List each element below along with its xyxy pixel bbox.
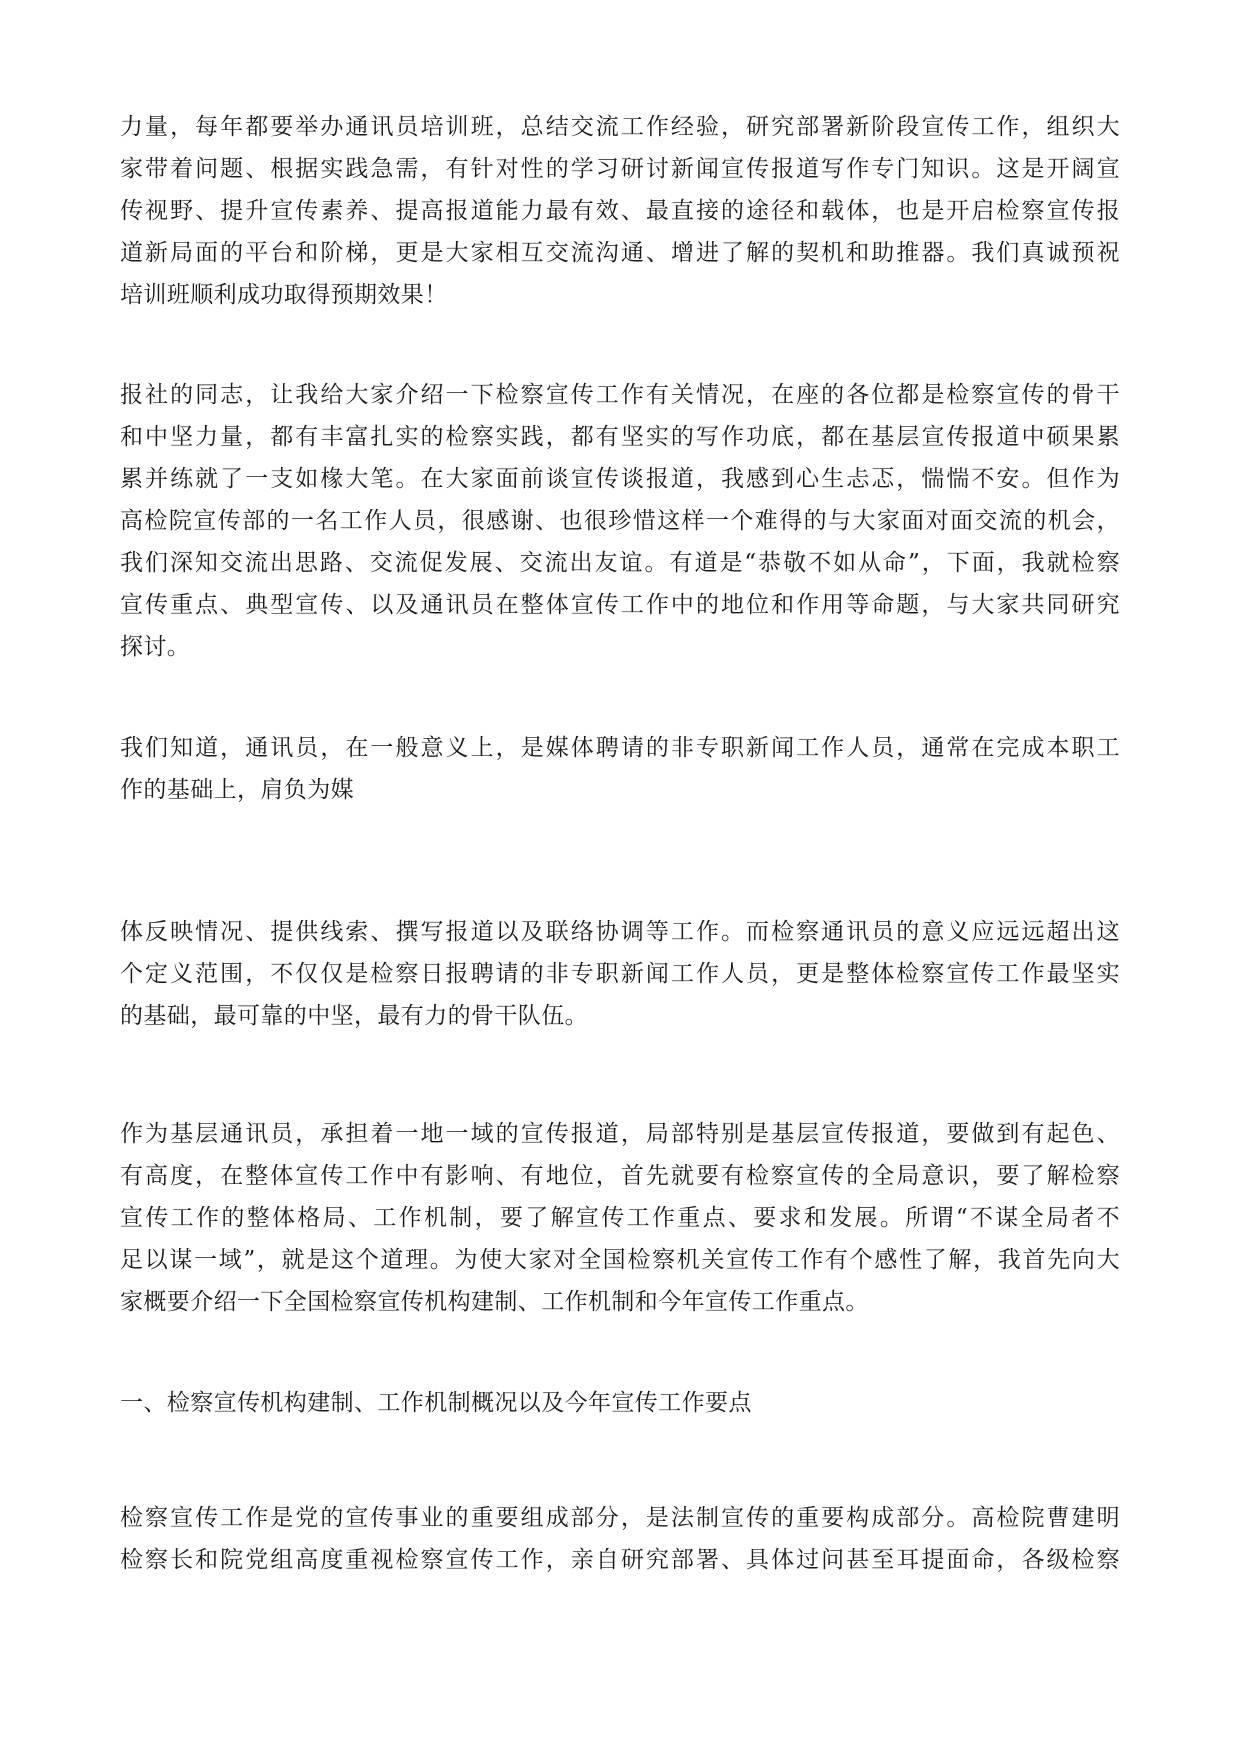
text-line: 和中坚力量，都有丰富扎实的检察实践，都有坚实的写作功底，都在基层宣传报道中硕果累 (120, 424, 1120, 450)
text-line: 累并练就了一支如椽大笔。在大家面前谈宣传谈报道，我感到心生忐忑，惴惴不安。但作为 (120, 466, 1120, 492)
text-line: 一、检察宣传机构建制、工作机制概况以及今年宣传工作要点 (120, 1390, 752, 1416)
text-line: 体反映情况、提供线索、撰写报道以及联络协调等工作。而检察通讯员的意义应远远超出这 (120, 919, 1120, 945)
text-line: 的基础，最可靠的中坚，最有力的骨干队伍。 (120, 1003, 588, 1029)
text-line: 足以谋一域”，就是这个道理。为使大家对全国检察机关宣传工作有个感性了解，我首先向大 (120, 1247, 1120, 1273)
text-line: 传视野、提升宣传素养、提高报道能力最有效、最直接的途径和载体，也是开启检察宣传报 (120, 198, 1120, 224)
paragraph-6 (120, 1497, 1120, 1581)
paragraph-1 (120, 106, 1120, 316)
text-line: 家概要介绍一下全国检察宣传机构建制、工作机制和今年宣传工作重点。 (120, 1289, 869, 1315)
paragraph-5 (120, 1113, 1120, 1323)
text-line: 高检院宣传部的一名工作人员，很感谢、也很珍惜这样一个难得的与大家面对面交流的机会， (120, 508, 1120, 534)
text-line: 我们知道，通讯员，在一般意义上，是媒体聘请的非专职新闻工作人员，通常在完成本职工 (120, 735, 1120, 761)
text-line: 家带着问题、根据实践急需，有针对性的学习研讨新闻宣传报道写作专门知识。这是开阔宣 (120, 156, 1120, 182)
text-line: 个定义范围，不仅仅是检察日报聘请的非专职新闻工作人员，更是整体检察宣传工作最坚实 (120, 961, 1120, 987)
text-line: 道新局面的平台和阶梯，更是大家相互交流沟通、增进了解的契机和助推器。我们真诚预祝 (120, 240, 1120, 266)
paragraph-2 (120, 374, 1120, 668)
text-line: 培训班顺利成功取得预期效果！ (120, 282, 448, 308)
text-line: 我们深知交流出思路、交流促发展、交流出友谊。有道是“恭敬不如从命”，下面，我就检察 (120, 550, 1120, 576)
paragraph-3 (120, 727, 1120, 811)
text-line: 探讨。 (120, 634, 191, 660)
text-line: 检察宣传工作是党的宣传事业的重要组成部分，是法制宣传的重要构成部分。高检院曹建明 (120, 1505, 1120, 1531)
text-line: 报社的同志，让我给大家介绍一下检察宣传工作有关情况，在座的各位都是检察宣传的骨干 (120, 382, 1120, 408)
text-line: 有高度，在整体宣传工作中有影响、有地位，首先就要有检察宣传的全局意识，要了解检察 (120, 1163, 1120, 1189)
text-line: 宣传工作的整体格局、工作机制，要了解宣传工作重点、要求和发展。所谓“不谋全局者不 (120, 1205, 1120, 1231)
paragraph-4 (120, 911, 1120, 1037)
text-line: 检察长和院党组高度重视检察宣传工作，亲自研究部署、具体过问甚至耳提面命，各级检察 (120, 1547, 1120, 1573)
text-line: 宣传重点、典型宣传、以及通讯员在整体宣传工作中的地位和作用等命题，与大家共同研究 (120, 592, 1120, 618)
section-heading (120, 1382, 1120, 1424)
text-line: 作为基层通讯员，承担着一地一域的宣传报道，局部特别是基层宣传报道，要做到有起色、 (120, 1121, 1120, 1147)
text-line: 力量，每年都要举办通讯员培训班，总结交流工作经验，研究部署新阶段宣传工作，组织大 (120, 114, 1120, 140)
text-line: 作的基础上，肩负为媒 (120, 777, 354, 803)
